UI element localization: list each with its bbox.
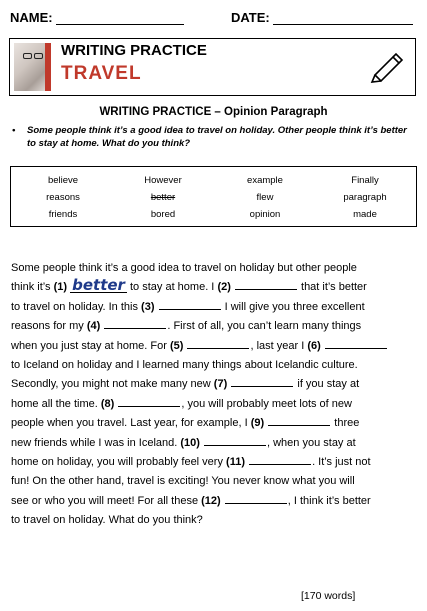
blank-number: (8) xyxy=(100,397,115,410)
worksheet-header xyxy=(9,38,416,96)
name-field[interactable] xyxy=(10,10,184,25)
blank-7[interactable] xyxy=(231,375,293,387)
paragraph-line: people when you travel. Last year, for example, I (9) three xyxy=(11,414,416,433)
date-blank[interactable] xyxy=(273,24,413,25)
word-bank-item: reasons xyxy=(46,192,80,203)
header-topic: TRAVEL xyxy=(61,63,142,84)
blank-3[interactable] xyxy=(159,298,221,310)
blank-number: (10) xyxy=(180,436,200,449)
paragraph-line: home all the time. (8) , you will probably meet lots of new xyxy=(11,395,416,414)
paragraph-line: to Iceland on holiday and I learned many things about Icelandic culture. xyxy=(11,359,358,372)
writing-prompt xyxy=(10,125,410,150)
paragraph-line: home on holiday, you will probably feel very (11) . It’s just not xyxy=(11,453,416,472)
glasses-left xyxy=(23,53,32,59)
blank-1-answer[interactable]: better xyxy=(72,276,125,295)
blank-8[interactable] xyxy=(118,395,180,407)
blank-number: (11) xyxy=(226,456,245,469)
paragraph-line: see or who you will meet! For all these (12) , I think it’s better xyxy=(11,492,416,511)
blank-9[interactable] xyxy=(268,414,330,426)
word-bank-item: believe xyxy=(47,175,79,186)
prompt-text: Some people think it’s a good idea to travel on holiday. Other people think it’s better to stay at home. What do you think? xyxy=(27,125,407,149)
paragraph-line: Some people think it’s a good idea to travel on holiday but other people xyxy=(11,262,357,274)
blank-10[interactable] xyxy=(204,434,266,446)
photo-accent-stripe xyxy=(45,43,51,91)
word-bank-item: example xyxy=(247,175,283,186)
name-label: NAME: xyxy=(10,10,53,25)
header-title: WRITING PRACTICE xyxy=(61,42,207,59)
paragraph-line: to travel on holiday. What do you think? xyxy=(11,514,203,527)
blank-number: (9) xyxy=(250,417,265,430)
glasses-right xyxy=(34,53,43,59)
section-subtitle: WRITING PRACTICE – Opinion Paragraph xyxy=(99,106,328,118)
paragraph-line: when you just stay at home. For (5) , last year I (6) xyxy=(11,337,416,356)
paragraph-line: to travel on holiday. In this (3) I will give you three excellent xyxy=(11,298,416,317)
blank-12[interactable] xyxy=(225,492,287,504)
paragraph-line: new friends while I was in Iceland. (10) , when you stay at xyxy=(11,434,416,453)
paragraph-line: Secondly, you might not make many new (7) if you stay at xyxy=(11,375,416,394)
word-bank-item: flew xyxy=(256,192,274,203)
blank-number: (4) xyxy=(86,320,101,333)
word-bank-item: opinion xyxy=(249,209,281,220)
date-label: DATE: xyxy=(231,10,270,25)
word-bank-item: paragraph xyxy=(343,192,387,203)
paragraph-line: think it’s (1) better to stay at home. I (2) that it’s better xyxy=(11,276,367,295)
word-bank-item: bored xyxy=(150,209,176,220)
word-bank-item: made xyxy=(353,209,377,220)
blank-number: (1) xyxy=(53,281,68,294)
blank-number: (2) xyxy=(217,281,231,294)
blank-number: (6) xyxy=(307,339,321,352)
cloze-paragraph xyxy=(11,259,416,531)
word-bank xyxy=(10,166,417,227)
date-field[interactable] xyxy=(231,10,413,25)
name-blank[interactable] xyxy=(56,24,184,25)
blank-number: (3) xyxy=(141,300,155,313)
blank-number: (7) xyxy=(213,378,228,391)
blank-5[interactable] xyxy=(187,337,249,349)
paragraph-line: reasons for my (4) . First of all, you can’t learn many things xyxy=(11,317,416,336)
header-photo xyxy=(14,43,51,91)
word-bank-item: friends xyxy=(48,209,78,220)
word-bank-item-used: better xyxy=(150,192,176,203)
blank-6[interactable] xyxy=(325,337,387,349)
word-bank-item: However xyxy=(144,175,182,186)
blank-number: (5) xyxy=(169,339,184,352)
blank-4[interactable] xyxy=(104,317,166,329)
word-bank-item: Finally xyxy=(351,175,379,186)
pencil-icon xyxy=(369,49,405,83)
blank-11[interactable] xyxy=(249,453,311,465)
blank-2[interactable] xyxy=(235,278,297,290)
bullet-icon: • xyxy=(12,125,16,136)
blank-number: (12) xyxy=(201,494,221,507)
word-count: [170 words] xyxy=(301,590,356,602)
paragraph-line: fun! On the other hand, travel is exciting! You never know what you will xyxy=(11,475,355,488)
